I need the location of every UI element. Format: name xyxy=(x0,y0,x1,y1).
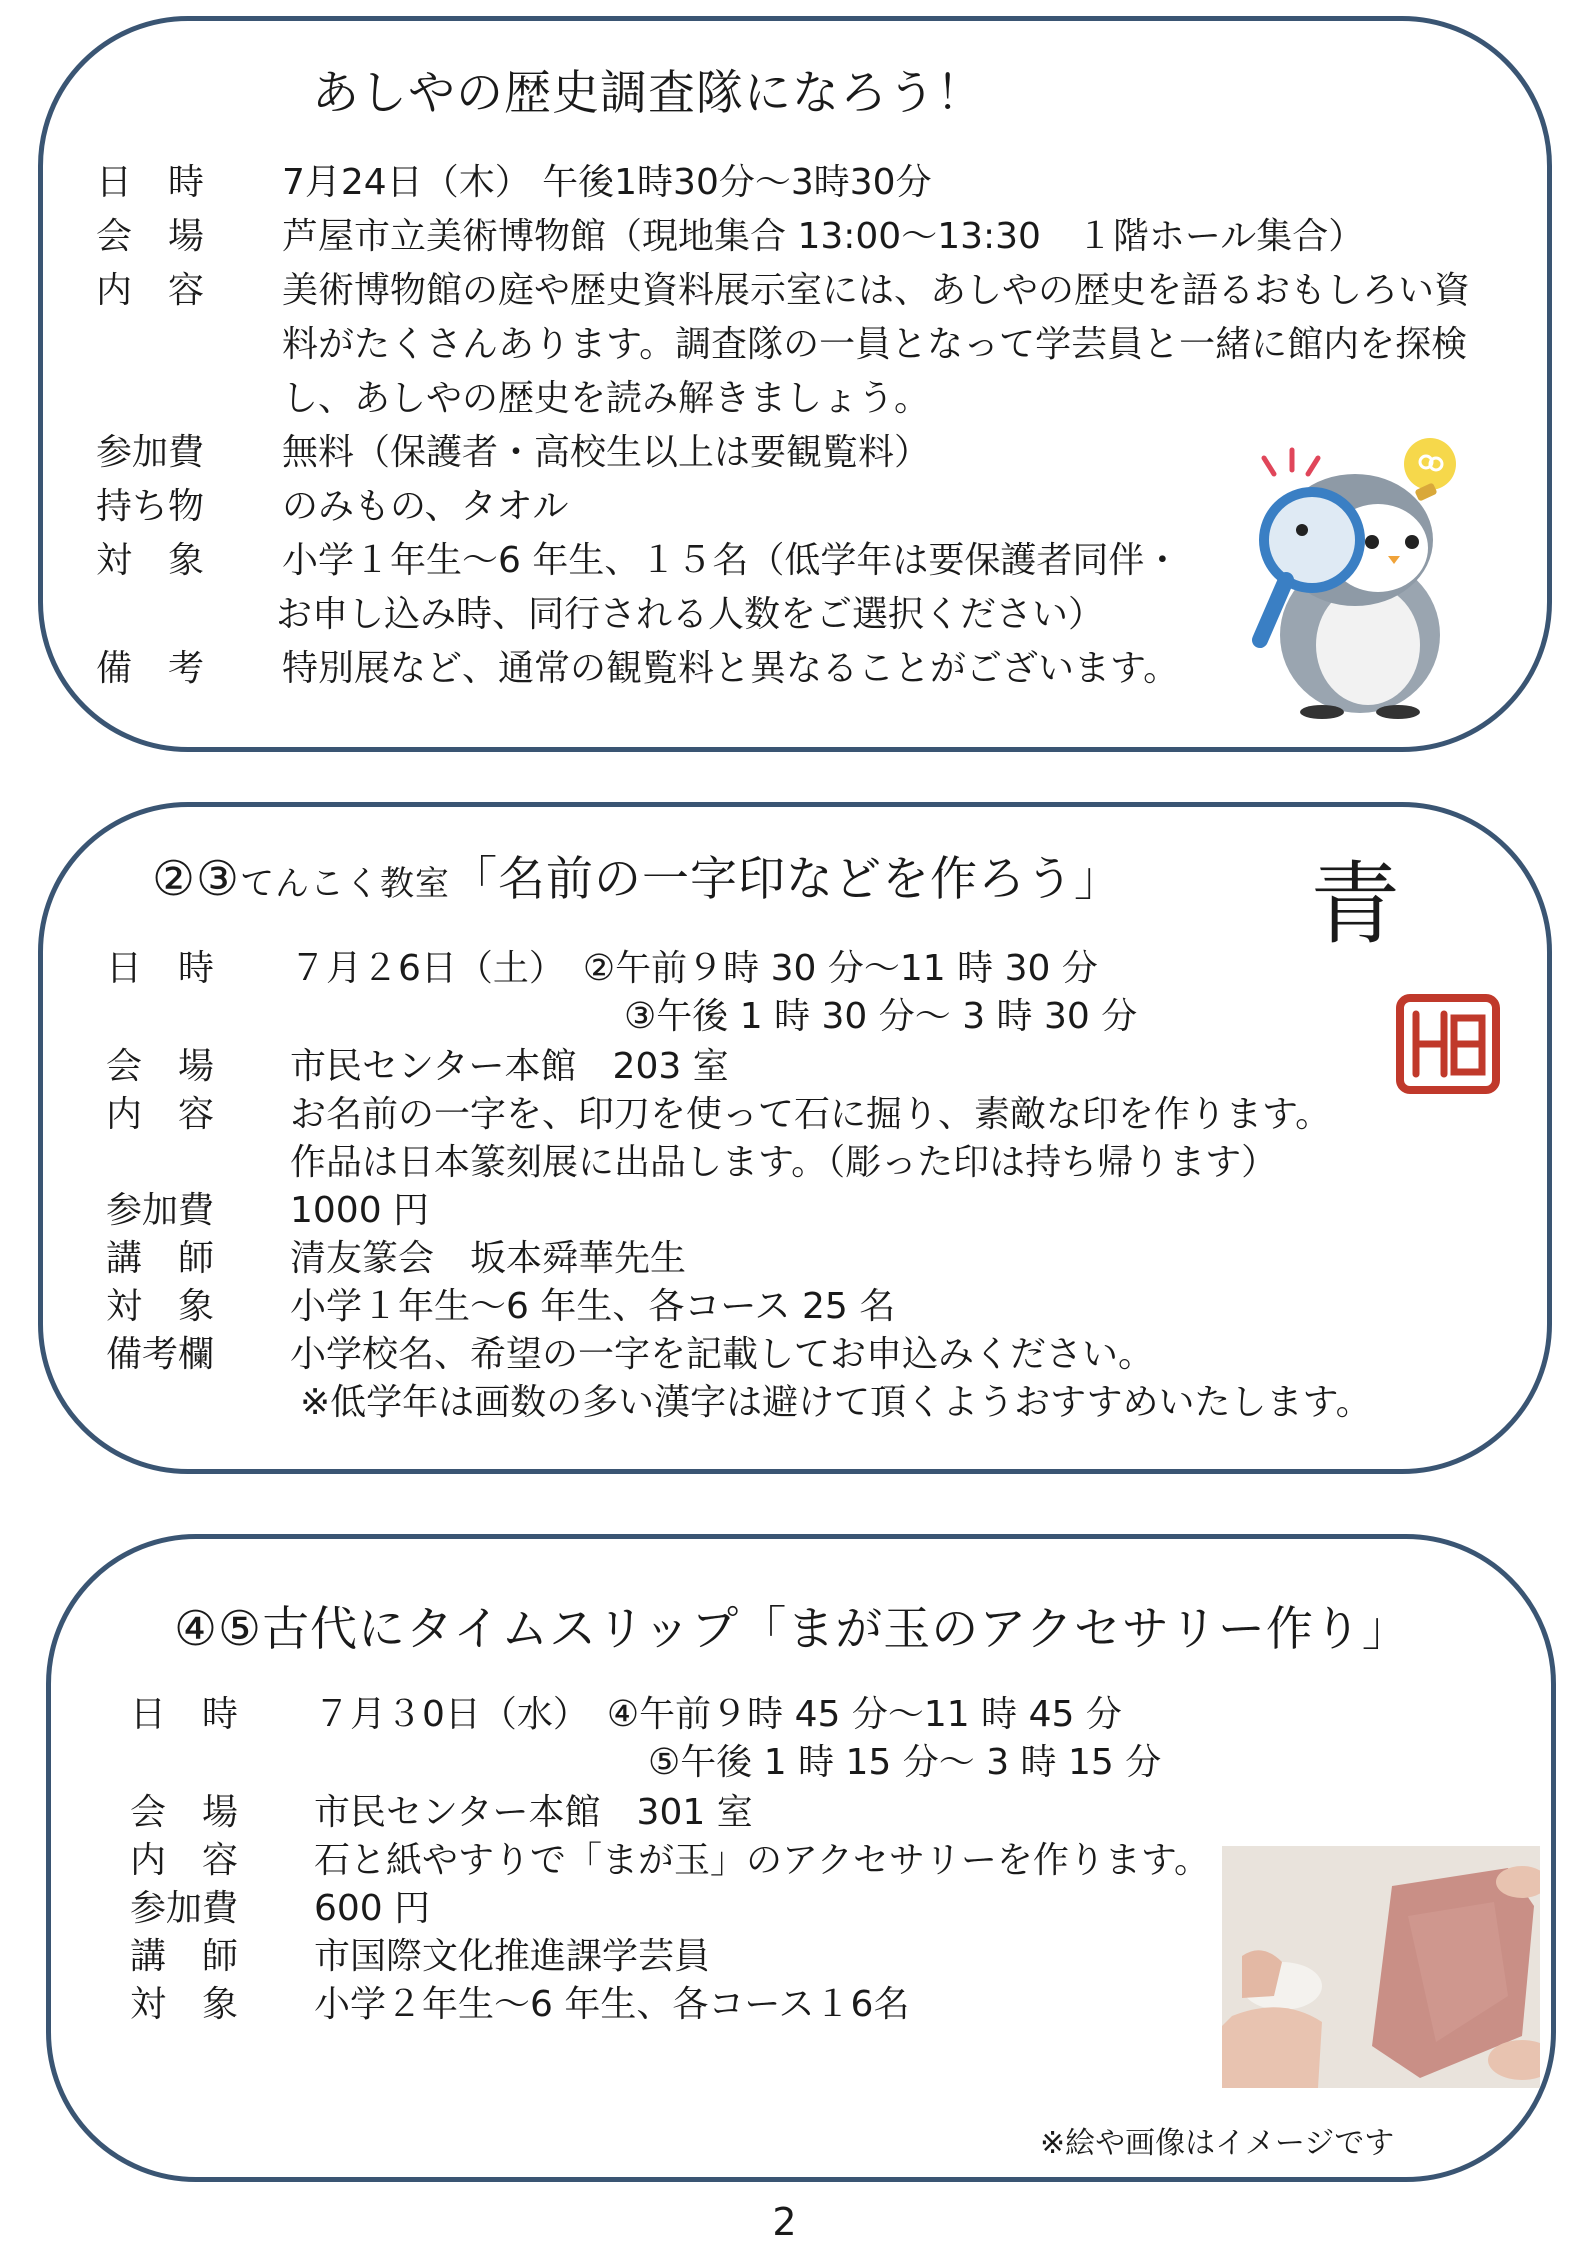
row-value: 7月24日（木） 午後1時30分～3時30分 xyxy=(282,162,932,203)
row-label: 対 象 xyxy=(130,1984,239,2025)
row-label: 日 時 xyxy=(106,948,215,989)
row-value: 小学校名、希望の一字を記載してお申込みください。 xyxy=(290,1334,1155,1375)
row-value: 特別展など、通常の観覧料と異なることがございます。 xyxy=(282,648,1180,689)
row-value: 市国際文化推進課学芸員 xyxy=(314,1936,711,1977)
row-label: 内 容 xyxy=(106,1094,215,1135)
row-label: 参加費 xyxy=(96,432,205,473)
row-label: 内 容 xyxy=(130,1840,239,1881)
section-title xyxy=(174,1592,1410,1659)
row-value: 市民センター本館 203 室 xyxy=(290,1046,729,1087)
row-value: 石と紙やすりで「まが玉」のアクセサリーを作ります。 xyxy=(314,1840,1211,1881)
seal-script-character: 青 xyxy=(1310,852,1400,957)
row-label: 参加費 xyxy=(130,1888,239,1929)
row-value: ７月２6日（土） ②午前９時 30 分～11 時 30 分 xyxy=(290,948,1098,989)
row-label: 対 象 xyxy=(106,1286,215,1327)
row-label: 会 場 xyxy=(106,1046,215,1087)
row-continuation: お申し込み時、同行される人数をご選択ください） xyxy=(276,594,1105,635)
row-label: 持ち物 xyxy=(96,486,205,527)
row-value: 600 円 xyxy=(314,1888,431,1929)
row-continuation: ③午後 1 時 30 分～ 3 時 30 分 xyxy=(624,996,1138,1037)
row-value: 小学１年生～6 年生、１５名（低学年は要保護者同伴・ xyxy=(282,540,1181,581)
course-numbers: ②③ xyxy=(152,851,241,907)
course-numbers: ④⑤ xyxy=(174,1601,263,1657)
row-label: 講 師 xyxy=(130,1936,239,1977)
section-title xyxy=(152,842,1122,909)
lightbulb-icon xyxy=(1404,438,1456,502)
title-main: 「名前の一字印などを作ろう」 xyxy=(450,852,1123,907)
row-label: 講 師 xyxy=(106,1238,215,1279)
row-value: 1000 円 xyxy=(290,1190,430,1231)
row-value: のみもの、タオル xyxy=(282,486,569,527)
row-value: 市民センター本館 301 室 xyxy=(314,1792,753,1833)
row-continuation: ⑤午後 1 時 15 分～ 3 時 15 分 xyxy=(648,1742,1162,1783)
row-label: 備 考 xyxy=(96,648,205,689)
row-continuation: し、あしやの歴史を読み解きましょう。 xyxy=(282,378,931,419)
row-label: 日 時 xyxy=(96,162,205,203)
title-main: 古代にタイムスリップ「まが玉のアクセサリー作り」 xyxy=(262,1602,1410,1657)
row-label: 備考欄 xyxy=(106,1334,215,1375)
title-prefix: てんこく教室 xyxy=(240,864,451,904)
image-disclaimer-note: ※絵や画像はイメージです xyxy=(1040,2126,1395,2161)
surprise-marks-icon xyxy=(1264,450,1318,474)
row-value: 芦屋市立美術博物館（現地集合 13:00～13:30 １階ホール集合） xyxy=(282,216,1365,257)
row-value: お名前の一字を、印刀を使って石に掘り、素敵な印を作ります。 xyxy=(290,1094,1332,1135)
row-label: 参加費 xyxy=(106,1190,215,1231)
row-value: 小学２年生～6 年生、各コース１6名 xyxy=(314,1984,910,2025)
row-label: 対 象 xyxy=(96,540,205,581)
red-seal-stamp xyxy=(1396,994,1500,1094)
row-label: 内 容 xyxy=(96,270,205,311)
row-continuation: ※低学年は画数の多い漢字は避けて頂くようおすすめいたします。 xyxy=(300,1382,1372,1423)
row-continuation: 作品は日本篆刻展に出品します。（彫った印は持ち帰ります） xyxy=(290,1142,1278,1183)
row-label: 会 場 xyxy=(130,1792,239,1833)
section-title: あしやの歴史調査隊になろう！ xyxy=(312,66,984,121)
row-continuation: 料がたくさんあります。調査隊の一員となって学芸員と一緒に館内を探検 xyxy=(282,324,1468,365)
page-number: 2 xyxy=(772,2200,797,2244)
row-label: 会 場 xyxy=(96,216,205,257)
row-value: 無料（保護者・高校生以上は要観覧料） xyxy=(282,432,931,473)
penguin-detective-illustration xyxy=(1230,430,1460,720)
magatama-photo xyxy=(1222,1846,1540,2088)
row-value: 清友篆会 坂本舜華先生 xyxy=(290,1238,687,1279)
row-label: 日 時 xyxy=(130,1694,239,1735)
row-value: 小学１年生～6 年生、各コース 25 名 xyxy=(290,1286,896,1327)
row-value: 美術博物館の庭や歴史資料展示室には、あしやの歴史を語るおもしろい資 xyxy=(282,270,1471,311)
row-value: ７月３0日（水） ④午前９時 45 分～11 時 45 分 xyxy=(314,1694,1122,1735)
